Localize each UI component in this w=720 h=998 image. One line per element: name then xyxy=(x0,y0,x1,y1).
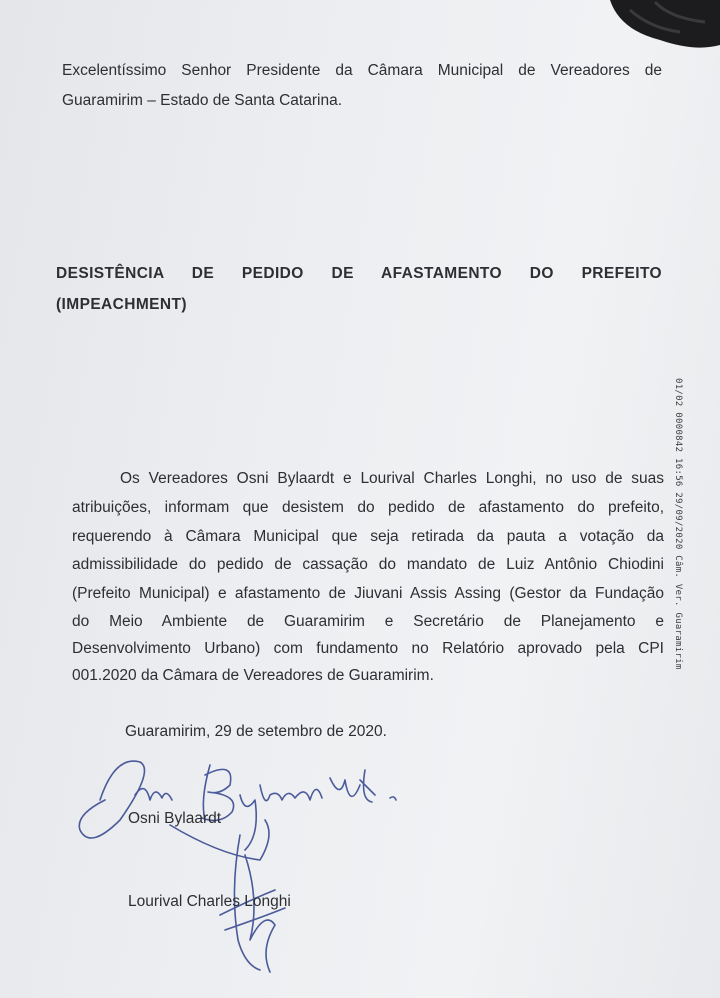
addressee-line-1: Excelentíssimo Senhor Presidente da Câmara Municipal de Vereadores de xyxy=(62,62,662,79)
body-line-5: (Prefeito Municipal) e afastamento de Jiuvani Assis Assing (Gestor da Fundação xyxy=(72,585,664,602)
body-line-7: Desenvolvimento Urbano) com fundamento no Relatório aprovado pela CPI xyxy=(72,640,664,657)
dark-object-corner xyxy=(600,0,720,55)
body-line-1: Os Vereadores Osni Bylaardt e Lourival Charles Longhi, no uso de suas xyxy=(120,470,664,487)
place-date: Guaramirim, 29 de setembro de 2020. xyxy=(125,723,387,740)
body-line-3: requerendo à Câmara Municipal que seja retirada da pauta a votação da xyxy=(72,528,664,545)
protocol-stamp: 01/02 0000842 16:56 29/09/2020 Câm. Ver. Guaramirim xyxy=(673,378,683,670)
signatory-name-2: Lourival Charles Longhi xyxy=(128,893,291,910)
document-title-line-2: (IMPEACHMENT) xyxy=(56,296,187,313)
signatory-name-1: Osni Bylaardt xyxy=(128,810,222,827)
document-title-line-1: DESISTÊNCIA DE PEDIDO DE AFASTAMENTO DO PREFEITO xyxy=(56,265,662,282)
body-line-6: do Meio Ambiente de Guaramirim e Secretário de Planejamento e xyxy=(72,613,664,630)
addressee-line-2: Guaramirim – Estado de Santa Catarina. xyxy=(62,92,342,109)
handwritten-signatures xyxy=(60,740,440,980)
body-line-4: admissibilidade do pedido de cassação do mandato de Luiz Antônio Chiodini xyxy=(72,556,664,573)
body-line-2: atribuições, informam que desistem do pedido de afastamento do prefeito, xyxy=(72,499,664,516)
body-line-8: 001.2020 da Câmara de Vereadores de Guaramirim. xyxy=(72,667,434,684)
